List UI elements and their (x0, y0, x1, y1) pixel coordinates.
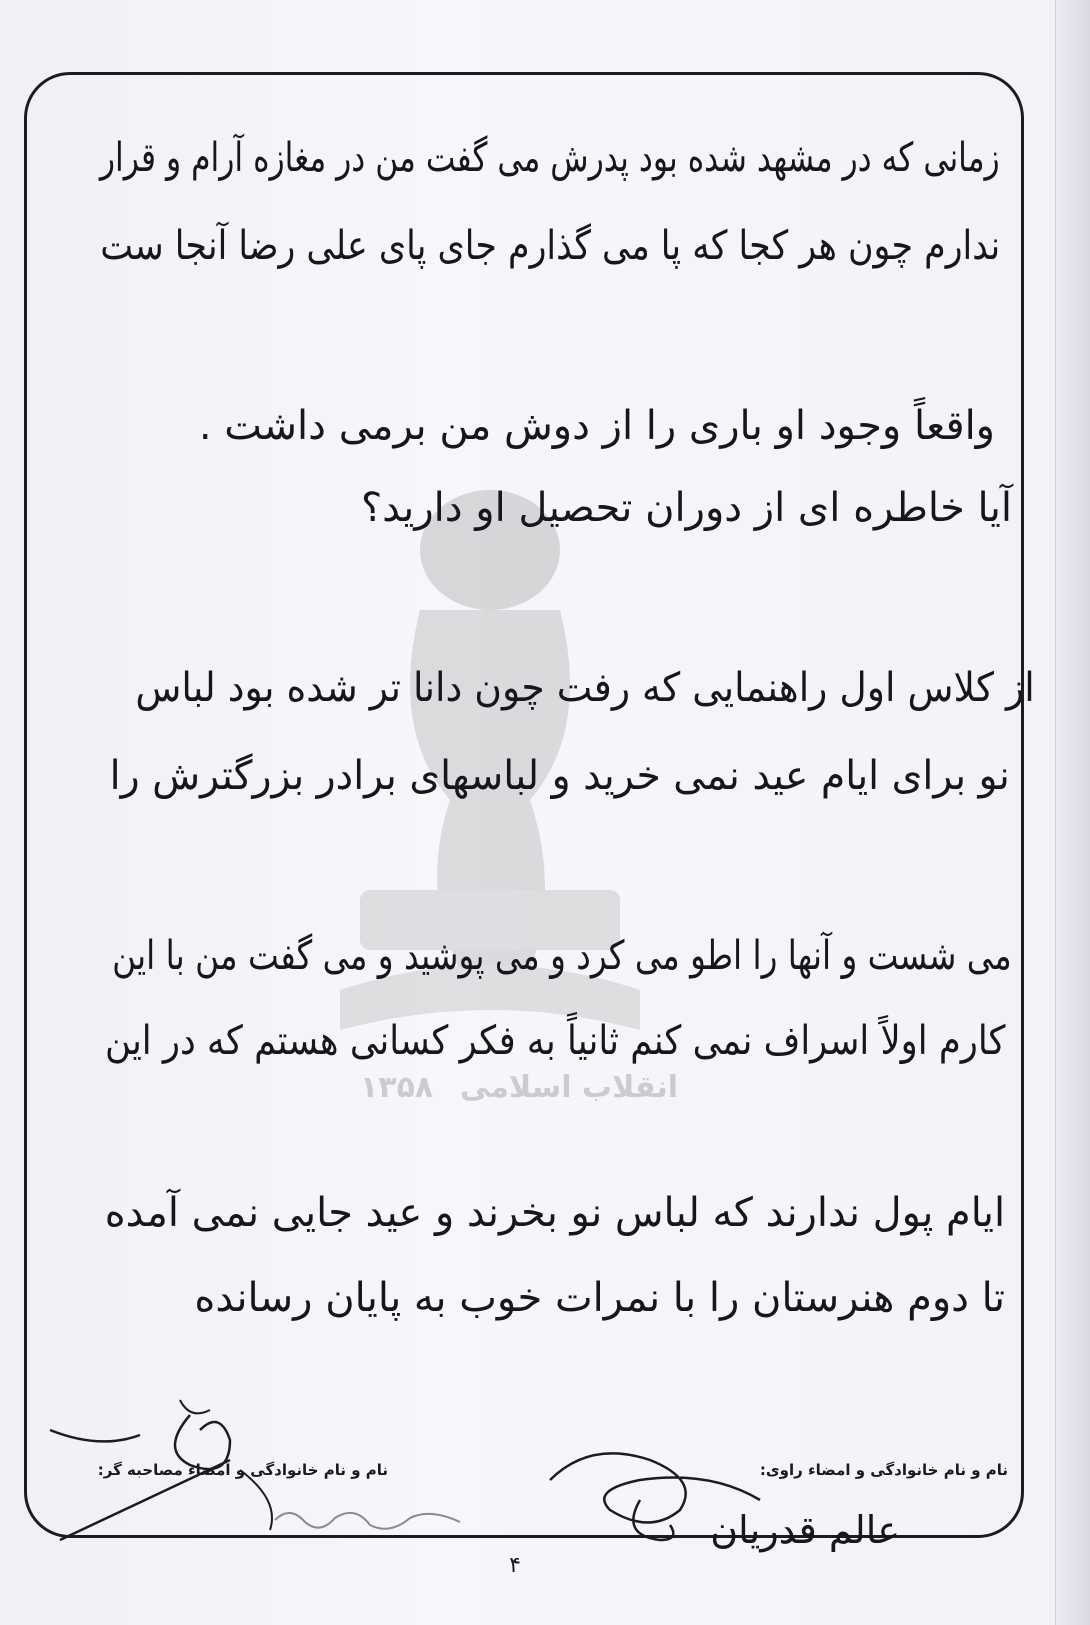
page-edge-shadow (1055, 0, 1090, 1625)
body-line-5: از کلاس اول راهنمایی که رفت چون دانا تر شده بود لباس (135, 665, 1035, 711)
narrator-signature-label: نام و نام خانوادگی و امضاء راوی: (759, 1461, 1008, 1479)
body-line-1: زمانی که در مشهد شده بود پدرش می گفت من در مغازه آرام و قرار (100, 135, 1000, 181)
body-line-2: ندارم چون هر کجا که پا می گذارم جای پای علی رضا آنجا ست (100, 223, 1000, 269)
watermark-text: انقلاب اسلامی (460, 1070, 678, 1105)
narrator-signature (530, 1440, 790, 1550)
body-line-8: کارم اولاً اسراف نمی کنم ثانیاً به فکر کسانی هستم که در این (104, 1018, 1005, 1064)
body-line-6: نو برای ایام عید نمی خرید و لباسهای برادر بزرگترش را (109, 753, 1010, 799)
body-line-10: تا دوم هنرستان را با نمرات خوب به پایان رسانده (194, 1275, 1005, 1321)
watermark-year: ۱۳۵۸ (360, 1070, 434, 1105)
body-line-4: آیا خاطره ای از دوران تحصیل او دارید؟ (360, 485, 1012, 531)
body-line-7: می شست و آنها را اطو می کرد و می پوشید و می گفت من با این (112, 933, 1012, 979)
body-line-9: ایام پول ندارند که لباس نو بخرند و عید جایی نمی آمده (104, 1190, 1005, 1236)
faint-date-scribble (270, 1500, 470, 1540)
body-line-3: واقعاً وجود او باری را از دوش من برمی داشت . (198, 403, 995, 449)
page-number: ۴ (509, 1553, 521, 1578)
narrator-name: عالم قدریان (710, 1508, 900, 1552)
interviewer-signature-label: نام و نام خانوادگی و امضاء مصاحبه گر: (97, 1461, 388, 1479)
